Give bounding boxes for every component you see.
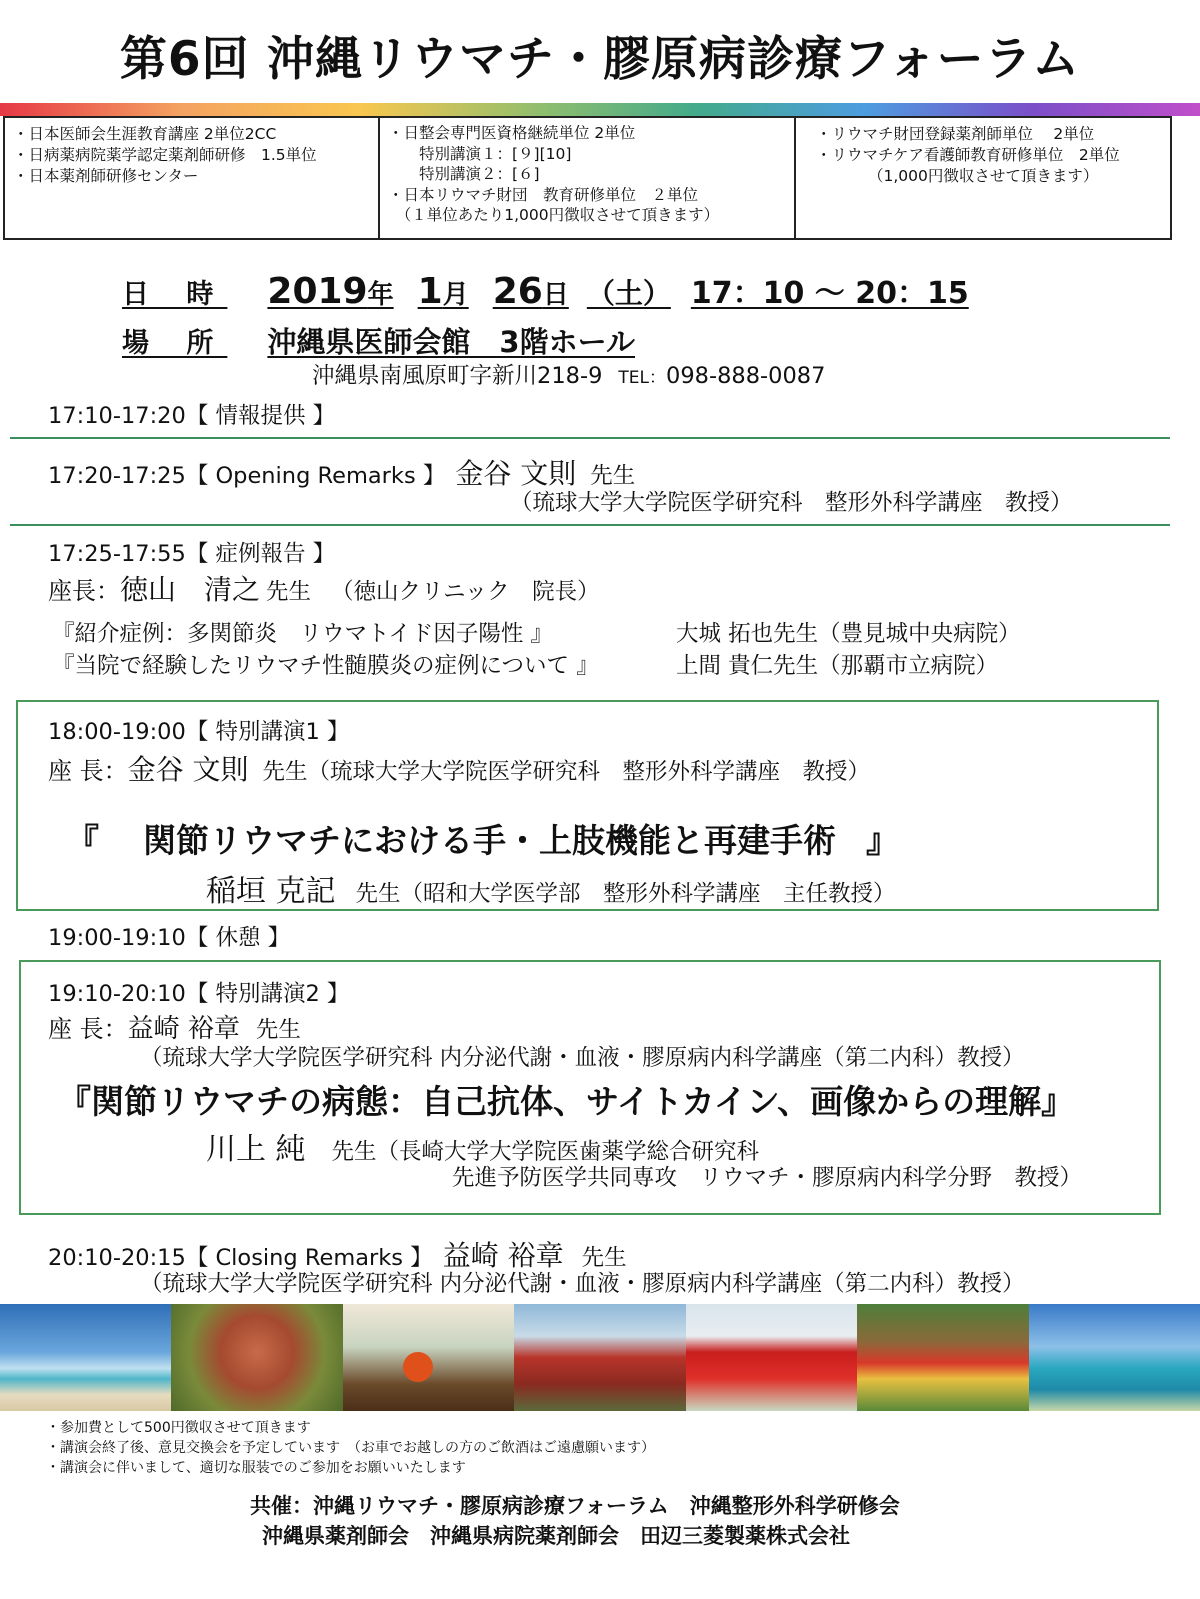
case-report-chair: 座長：徳山 清之 先生 （徳山クリニック 院長） bbox=[48, 573, 600, 606]
page-title: 第6回 沖縄リウマチ・膠原病診療フォーラム bbox=[119, 32, 1081, 87]
credits-box-1: ・日本医師会生涯教育講座 2単位2CC ・日病薬病院薬学認定薬剤師研修 1.5単位 ・日本薬剤師研修センター bbox=[3, 116, 380, 240]
session-special-lecture-1: 18:00-19:00【 特別講演1 】 bbox=[48, 719, 350, 745]
divider bbox=[10, 437, 1170, 439]
venue: 沖縄県医師会館 3階ホール bbox=[267, 325, 636, 359]
phone: 098-888-0087 bbox=[666, 363, 826, 389]
divider bbox=[10, 524, 1170, 526]
case-1-title: 『紹介症例：多関節炎 リウマトイド因子陽性 』 bbox=[52, 621, 554, 647]
okinawa-photo-strip bbox=[0, 1304, 1200, 1411]
credits-box-3: ・リウマチ財団登録薬剤師単位 2単位 ・リウマチケア看護師教育研修単位 2単位 （1,000円徴収させて頂きます） bbox=[794, 116, 1172, 240]
hibiscus-window-photo bbox=[343, 1304, 514, 1411]
lecture-1-title: 『 関節リウマチにおける手・上肢機能と再建手術 』 bbox=[66, 821, 899, 860]
address: 沖縄県南風原町字新川218-9 bbox=[312, 363, 603, 389]
session-opening: 17:20-17:25【 Opening Remarks 】 金谷 文則 先生 bbox=[48, 457, 636, 490]
credits-box-2: ・日整会専門医資格継続単位 2単位 特別講演１：[９][10] 特別講演２：[６] ・日本リウマチ財団 教育研修単位 ２単位 （１単位あたり1,000円徴収させて頂きます） bbox=[378, 116, 796, 240]
lecture-2-speaker-affiliation: 先進予防医学共同専攻 リウマチ・膠原病内科学分野 教授） bbox=[452, 1165, 1083, 1191]
event-date-row: 日 時 2019年 1月 26日 （土） 17：10 ～ 20：15 bbox=[122, 271, 969, 312]
lecture-1-speaker: 稲垣 克記 先生（昭和大学医学部 整形外科学講座 主任教授） bbox=[206, 874, 896, 909]
case-2-speaker: 上間 貴仁先生（那覇市立病院） bbox=[676, 653, 999, 679]
case-2-title: 『当院で経験したリウマチ性髄膜炎の症例について 』 bbox=[52, 653, 599, 679]
shisa-photo bbox=[171, 1304, 342, 1411]
closing-affiliation: （琉球大学大学院医学研究科 内分泌代謝・血液・膠原病内科学講座（第二内科）教授） bbox=[140, 1271, 1025, 1297]
session-break: 19:00-19:10【 休憩 】 bbox=[48, 925, 291, 951]
session-closing: 20:10-20:15【 Closing Remarks 】 益崎 裕章 先生 bbox=[48, 1239, 627, 1272]
sponsors-line-1: 共催：沖縄リウマチ・膠原病診療フォーラム 沖縄整形外科学研修会 bbox=[250, 1494, 900, 1518]
case-1-speaker: 大城 拓也先生（豊見城中央病院） bbox=[676, 621, 1021, 647]
notes: ・参加費として500円徴収させて頂きます ・講演会終了後、意見交換会を予定しています （お車でお越しの方のご飲酒はご遠慮願います） ・講演会に伴いまして、適切な服装でのご参加をお願いいたします bbox=[46, 1420, 655, 1476]
place-label: 場 所 bbox=[122, 328, 228, 359]
lecture-2-chair-affiliation: （琉球大学大学院医学研究科 内分泌代謝・血液・膠原病内科学講座（第二内科）教授） bbox=[140, 1045, 1025, 1071]
shurijo-gate-photo bbox=[514, 1304, 685, 1411]
lecture-2-speaker: 川上 純 先生（長崎大学大学院医歯薬学総合研究科 bbox=[206, 1132, 760, 1167]
session-case-report: 17:25-17:55【 症例報告 】 bbox=[48, 541, 336, 567]
red-hibiscus-photo bbox=[686, 1304, 857, 1411]
session-special-lecture-2: 19:10-20:10【 特別講演2 】 bbox=[48, 981, 350, 1007]
session-info: 17:10-17:20【 情報提供 】 bbox=[48, 403, 336, 429]
date-label: 日 時 bbox=[122, 279, 228, 310]
event-time: 17：10 ～ 20：15 bbox=[690, 276, 969, 311]
lecture-2-chair: 座 長：益崎 裕章 先生 bbox=[48, 1014, 301, 1044]
eisa-dancers-photo bbox=[857, 1304, 1028, 1411]
coastline-photo bbox=[1029, 1304, 1200, 1411]
sponsors-line-2: 沖縄県薬剤師会 沖縄県病院薬剤師会 田辺三菱製薬株式会社 bbox=[262, 1524, 850, 1548]
lecture-1-chair: 座 長：金谷 文則 先生（琉球大学大学院医学研究科 整形外科学講座 教授） bbox=[48, 753, 871, 786]
event-place-row bbox=[122, 320, 635, 361]
address-row: 沖縄県南風原町字新川218-9 TEL：098-888-0087 bbox=[312, 363, 826, 389]
lecture-2-title: 『関節リウマチの病態：自己抗体、サイトカイン、画像からの理解』 bbox=[58, 1082, 1075, 1121]
rainbow-divider bbox=[0, 103, 1200, 116]
opening-affiliation: （琉球大学大学院医学研究科 整形外科学講座 教授） bbox=[510, 490, 1073, 516]
beach-photo bbox=[0, 1304, 171, 1411]
